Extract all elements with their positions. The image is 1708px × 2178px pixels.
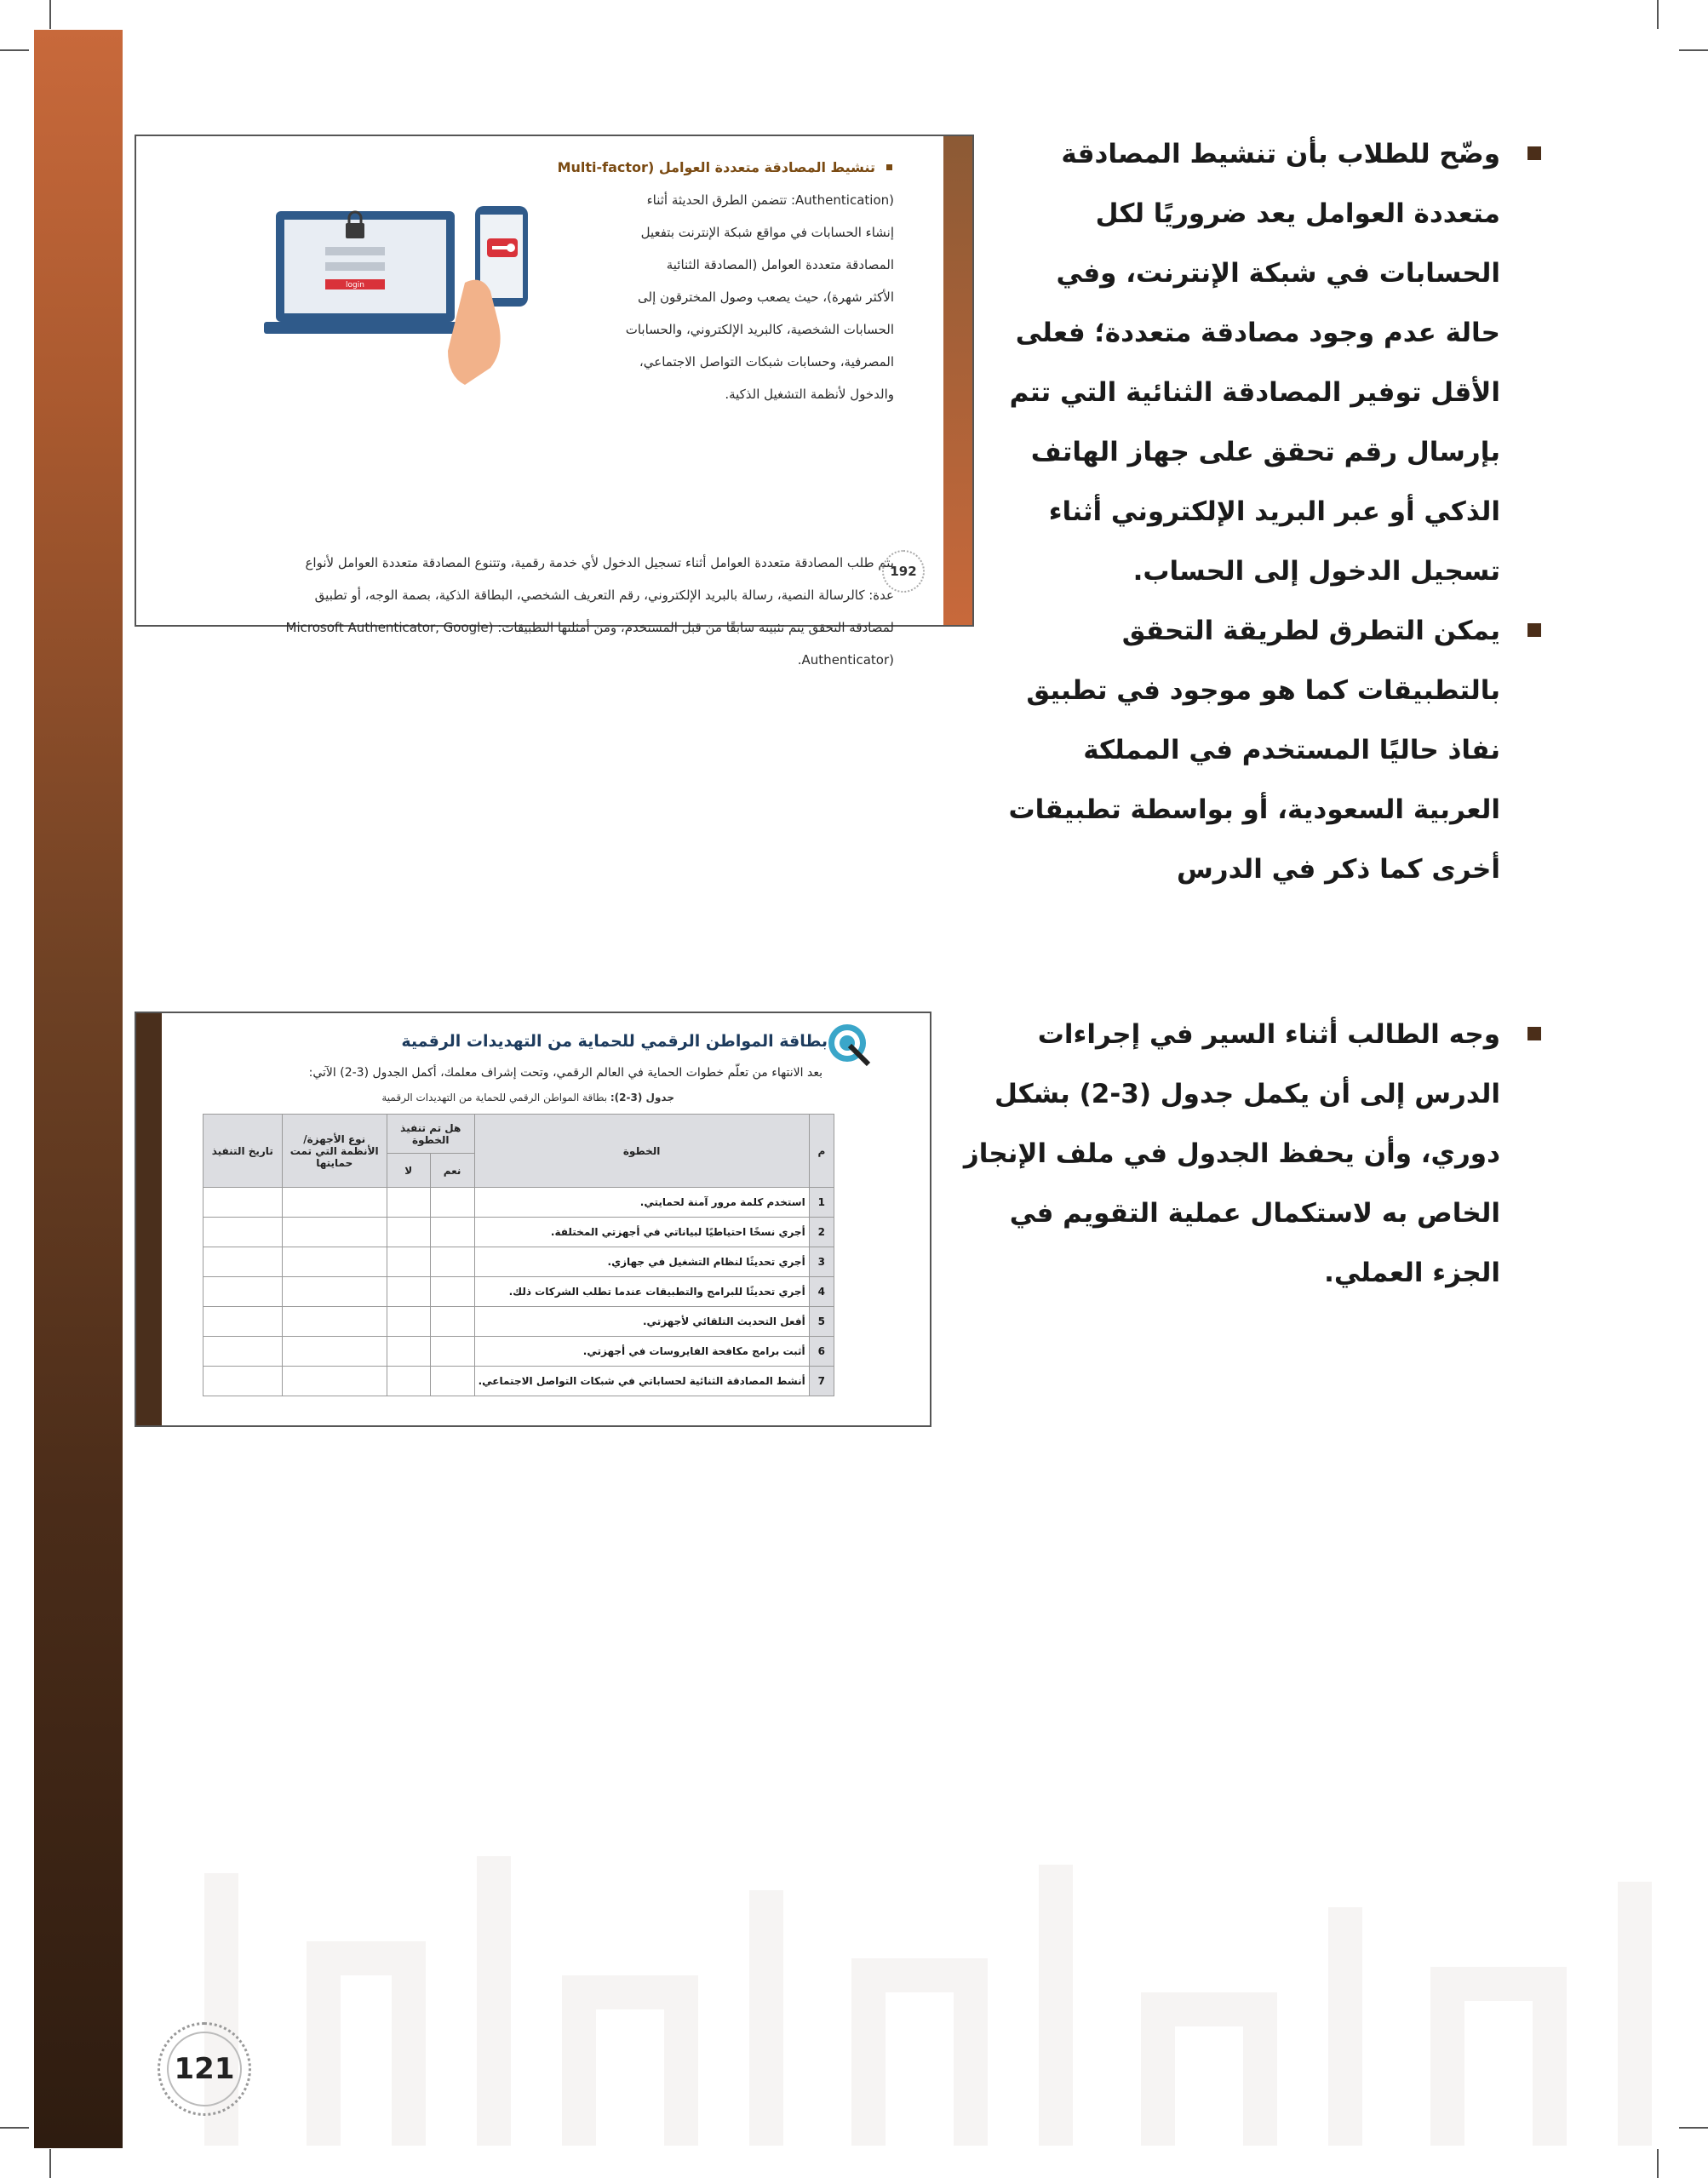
table-row: [203, 1218, 834, 1247]
text-line: والدخول لأنظمة التشغيل الذكية.: [725, 387, 894, 402]
cell-device[interactable]: [282, 1277, 387, 1307]
cell-device[interactable]: [282, 1307, 387, 1337]
cell-device[interactable]: [282, 1218, 387, 1247]
header-no: لا: [387, 1154, 430, 1188]
row-num: 4: [809, 1277, 834, 1307]
text-line: المصرفية، وحسابات شبكات التواصل الاجتماعي،: [639, 354, 894, 370]
decorative-watermark: [136, 1805, 1686, 2163]
header-date: تاريخ التنفيذ: [203, 1115, 283, 1188]
bullet-item: يمكن التطرق لطريقة التحقق بالتطبيقات كما هو موجود في تطبيق نفاذ حاليًا المستخدم في المملكة العربية السعودية، أو بواسطة تطبيقات أخرى كما ذكر في الدرس: [996, 601, 1541, 899]
slide-page-number: 192: [882, 550, 925, 593]
crop-mark: [49, 0, 51, 29]
cell-device[interactable]: [282, 1337, 387, 1367]
slide-paragraph: [594, 184, 894, 410]
cell-no[interactable]: [387, 1188, 430, 1218]
cell-yes[interactable]: [430, 1188, 474, 1218]
table-row: [203, 1277, 834, 1307]
text-line: عدة: كالرسالة النصية، رسالة بالبريد الإلكتروني، رقم التعريف الشخصي، البطاقة الذكية، بصمة الوجه، أو تطبيق: [314, 587, 894, 603]
cell-no[interactable]: [387, 1218, 430, 1247]
decorative-side-bar: [34, 30, 123, 2148]
table-caption-text: بطاقة المواطن الرقمي للحماية من التهديدات الرقمية: [381, 1092, 608, 1103]
bullet-item: وضّح للطلاب بأن تنشيط المصادقة متعددة العوامل يعد ضروريًا لكل الحسابات في شبكة الإنترنت، وفي حالة عدم وجود مصادقة متعددة؛ فعلى الأقل توفير المصادقة الثنائية التي تتم بإرسال رقم تحقق على جهاز الهاتف الذكي أو عبر البريد الإلكتروني أثناء تسجيل الدخول إلى الحساب.: [996, 124, 1541, 601]
login-label: login: [346, 281, 364, 289]
cell-yes[interactable]: [430, 1277, 474, 1307]
table-row: [203, 1337, 834, 1367]
row-step: أجري نسخًا احتياطيًا لبياناتي في أجهزتي المختلفة.: [474, 1218, 809, 1247]
cell-device[interactable]: [282, 1188, 387, 1218]
slide-side-bar: [943, 136, 972, 625]
crop-mark: [49, 2149, 51, 2178]
cell-date[interactable]: [203, 1277, 283, 1307]
table-row: [203, 1188, 834, 1218]
text-line: (Authentication: تتضمن الطرق الحديثة أثناء: [646, 192, 894, 208]
slide-title: بطاقة المواطن الرقمي للحماية من التهديدات الرقمية: [401, 1032, 828, 1051]
cell-yes[interactable]: [430, 1307, 474, 1337]
slide-intro: بعد الانتهاء من تعلّم خطوات الحماية في العالم الرقمي، وتحت إشراف معلمك، أكمل الجدول (3-2) الآتي:: [308, 1066, 822, 1080]
table-caption-label: جدول (3-2):: [610, 1092, 674, 1103]
slide-heading: تنشيط المصادقة متعددة العوامل (Multi-factor: [289, 152, 894, 184]
row-step: أنشط المصادقة الثنائية لحساباتي في شبكات التواصل الاجتماعي.: [474, 1367, 809, 1396]
text-line: الأكثر شهرة)، حيث يصعب وصول المخترقون إلى: [638, 289, 894, 305]
cell-yes[interactable]: [430, 1218, 474, 1247]
steps-table: [203, 1114, 834, 1396]
slide-full-paragraph: [221, 547, 894, 676]
page-number-badge: [158, 2022, 251, 2116]
mfa-illustration: [264, 206, 579, 402]
crop-mark: [1657, 0, 1659, 29]
table-row: [203, 1307, 834, 1337]
laptop-phone-icon: [264, 206, 579, 402]
cell-no[interactable]: [387, 1277, 430, 1307]
table-caption: [381, 1092, 674, 1103]
text-line: (Authenticator.: [797, 652, 894, 668]
crop-mark: [1679, 49, 1708, 51]
bottom-bullet-list: [954, 1005, 1541, 1303]
cell-device[interactable]: [282, 1367, 387, 1396]
cell-no[interactable]: [387, 1307, 430, 1337]
table-row: [203, 1367, 834, 1396]
row-step: أجري تحديثًا لنظام التشغيل في جهازي.: [474, 1247, 809, 1277]
header-step: الخطوة: [474, 1115, 809, 1188]
row-step: استخدم كلمة مرور آمنة لحمايتي.: [474, 1188, 809, 1218]
embedded-slide-mfa: [135, 135, 974, 668]
crop-mark: [0, 49, 29, 51]
row-num: 5: [809, 1307, 834, 1337]
header-num: م: [809, 1115, 834, 1188]
cell-date[interactable]: [203, 1337, 283, 1367]
text-line: الحسابات الشخصية، كالبريد الإلكتروني، والحسابات: [625, 322, 894, 337]
header-yes: نعم: [430, 1154, 474, 1188]
cell-no[interactable]: [387, 1367, 430, 1396]
text-line: إنشاء الحسابات في مواقع شبكة الإنترنت بتفعيل: [640, 225, 894, 240]
cell-date[interactable]: [203, 1367, 283, 1396]
cell-date[interactable]: [203, 1188, 283, 1218]
cell-no[interactable]: [387, 1337, 430, 1367]
row-num: 7: [809, 1367, 834, 1396]
row-num: 2: [809, 1218, 834, 1247]
text-line: لمصادقة التحقق يتم تثبيته سابقًا من قبل المستخدم، ومن أمثلتها التطبيقات: (Microsoft Authenticator, Google: [285, 620, 894, 635]
row-step: أثبت برامج مكافحة الفايروسات في أجهزتي.: [474, 1337, 809, 1367]
text-line: يتم طلب المصادقة متعددة العوامل أثناء تسجيل الدخول لأي خدمة رقمية، وتتنوع المصادقة متعددة العوامل لأنواع: [305, 555, 894, 570]
embedded-slide-citizen-card: [135, 1012, 931, 1427]
row-num: 1: [809, 1188, 834, 1218]
crop-mark: [0, 2127, 29, 2129]
target-icon: [826, 1022, 872, 1068]
row-num: 3: [809, 1247, 834, 1277]
text-line: المصادقة متعددة العوامل (المصادقة الثنائية: [666, 257, 894, 272]
bullet-item: وجه الطالب أثناء السير في إجراءات الدرس إلى أن يكمل جدول (3-2) بشكل دوري، وأن يحفظ الجدول في ملف الإنجاز الخاص به لاستكمال عملية التقويم في الجزء العملي.: [954, 1005, 1541, 1303]
cell-date[interactable]: [203, 1307, 283, 1337]
cell-device[interactable]: [282, 1247, 387, 1277]
cell-yes[interactable]: [430, 1247, 474, 1277]
cell-date[interactable]: [203, 1218, 283, 1247]
row-step: أفعل التحديث التلقائي لأجهزتي.: [474, 1307, 809, 1337]
row-step: أجري تحديثًا للبرامج والتطبيقات عندما تطلب الشركات ذلك.: [474, 1277, 809, 1307]
header-done: هل تم تنفيذ الخطوة: [387, 1115, 474, 1154]
row-num: 6: [809, 1337, 834, 1367]
top-bullet-list: [996, 124, 1541, 899]
cell-date[interactable]: [203, 1247, 283, 1277]
cell-no[interactable]: [387, 1247, 430, 1277]
table-row: [203, 1247, 834, 1277]
cell-yes[interactable]: [430, 1337, 474, 1367]
header-device: نوع الأجهزة/ الأنظمة التي تمت حمايتها: [282, 1115, 387, 1188]
page-number: 121: [167, 2032, 242, 2106]
cell-yes[interactable]: [430, 1367, 474, 1396]
slide-side-bar: [136, 1013, 162, 1425]
